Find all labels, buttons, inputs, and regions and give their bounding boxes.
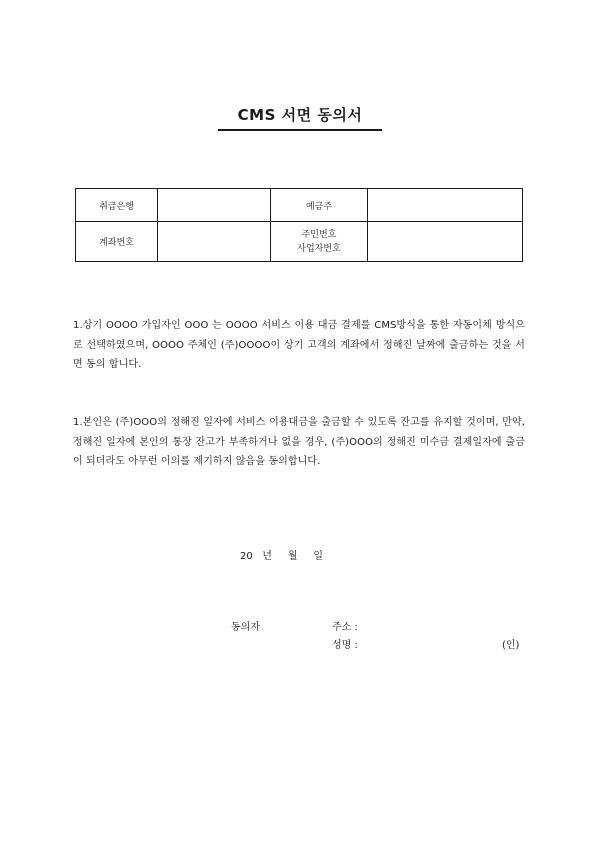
table-row bbox=[76, 222, 523, 262]
seal-mark: (인) bbox=[502, 640, 520, 651]
resident-number-label: 주민번호 bbox=[301, 229, 337, 240]
consenter-label: 동의자 bbox=[231, 622, 260, 633]
consent-paragraph-1: 1.상기 OOOO 가입자인 OOO 는 OOOO 서비스 이용 대금 결제를 CMS방식을 통한 자동이체 방식으로 선택하였으며, OOOO 주체인 (주)OOOO이 상기 고객의 계좌에서 정해진 날짜에 출금하는 것을 서면 동의 합니다. bbox=[73, 320, 525, 370]
consent-paragraph-2: 1.본인은 (주)OOO의 정해진 일자에 서비스 이용대금을 출금할 수 있도록 잔고를 유지할 것이며, 만약, 정해진 일자에 본인의 통장 잔고가 부족하거나 없을 경우, (주)OOO의 정해진 미수금 결제일자에 출금이 되더라도 아무런 이의를 제기하지 않음을 동의합니다. bbox=[73, 417, 525, 467]
depositor-label: 예금주 bbox=[271, 189, 368, 222]
title-underline bbox=[218, 129, 382, 131]
id-number-label-cell bbox=[271, 222, 368, 262]
address-label: 주소 : bbox=[332, 622, 358, 633]
account-number-value bbox=[158, 222, 271, 262]
bank-value bbox=[158, 189, 271, 222]
document-title: CMS 서면 동의서 bbox=[237, 106, 363, 124]
date-line: 20 년 월 일 bbox=[240, 551, 324, 562]
depositor-value bbox=[368, 189, 523, 222]
name-label: 성명 : bbox=[332, 640, 358, 651]
id-number-value bbox=[368, 222, 523, 262]
business-number-label: 사업자번호 bbox=[297, 243, 341, 254]
account-info-table bbox=[75, 188, 523, 262]
table-row bbox=[76, 189, 523, 222]
bank-label: 취급은행 bbox=[76, 189, 158, 222]
account-number-label: 계좌번호 bbox=[76, 222, 158, 262]
